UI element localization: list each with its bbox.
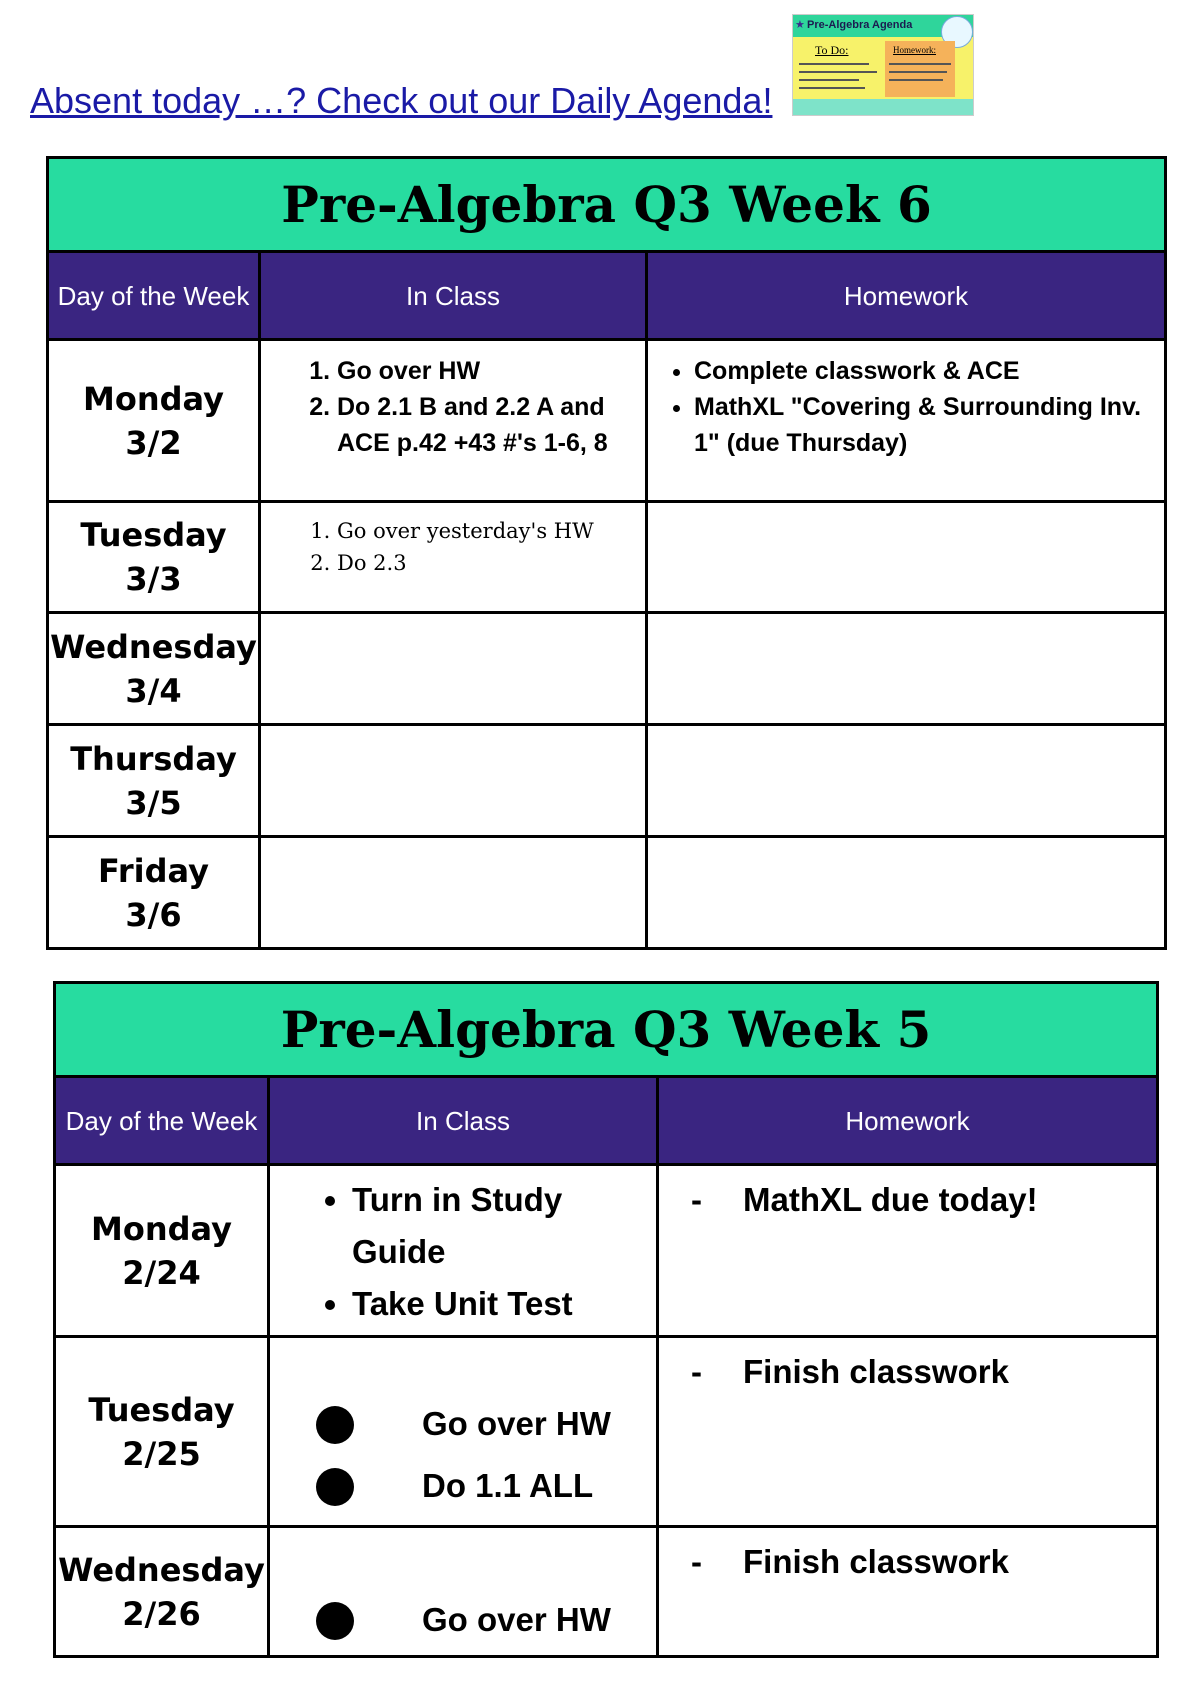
day-cell	[48, 340, 260, 502]
in-class-list	[261, 341, 645, 461]
list-item: Go over HW	[270, 1589, 656, 1651]
day-date: 3/6	[125, 895, 182, 934]
list-item: • Take Unit Test	[352, 1278, 656, 1330]
in-class-cell	[269, 1337, 658, 1527]
week6-title: Pre-Algebra Q3 Week 6	[48, 158, 1166, 252]
list-item: • Turn in Study Guide	[352, 1174, 656, 1278]
day-cell	[48, 502, 260, 613]
day-cell	[48, 725, 260, 837]
thumbnail-text-line	[799, 63, 869, 65]
table-row	[48, 613, 1166, 725]
thumbnail-homework-label: Homework:	[893, 45, 936, 55]
thumbnail-text-line	[889, 71, 947, 73]
homework-cell	[658, 1527, 1158, 1657]
in-class-cell	[260, 725, 647, 837]
day-cell	[55, 1527, 269, 1657]
list-item: - Finish classwork	[659, 1346, 1156, 1398]
thumbnail-title: Pre-Algebra Agenda	[807, 19, 913, 31]
table-row	[55, 1527, 1158, 1657]
agenda-thumbnail-image[interactable]	[792, 14, 974, 116]
table-row	[55, 1165, 1158, 1337]
list-item: 1. Go over HW	[337, 353, 645, 389]
in-class-cell	[260, 502, 647, 613]
day-name: Wednesday	[50, 627, 257, 666]
homework-cell	[647, 502, 1166, 613]
day-date: 3/2	[125, 423, 182, 462]
table-row	[48, 725, 1166, 837]
thumbnail-footer	[793, 99, 973, 115]
week6-agenda-table	[46, 156, 1167, 950]
daily-agenda-link[interactable]: Absent today …? Check out our Daily Agenda!	[30, 80, 773, 121]
in-class-cell	[260, 613, 647, 725]
list-item: 1. Go over yesterday's HW	[337, 515, 645, 547]
bullet-icon	[316, 1602, 354, 1640]
thumbnail-todo-label: To Do:	[815, 43, 849, 57]
day-date: 2/25	[122, 1434, 201, 1473]
day-name: Monday	[91, 1209, 232, 1248]
in-class-cell	[260, 340, 647, 502]
homework-list	[648, 341, 1164, 461]
list-item: Go over HW	[270, 1393, 656, 1455]
day-cell	[55, 1337, 269, 1527]
week5-header-day: Day of the Week	[55, 1077, 269, 1165]
list-item: Do 1.1 ALL	[270, 1455, 656, 1517]
week5-header-in-class: In Class	[269, 1077, 658, 1165]
list-item: 2. Do 2.1 B and 2.2 A and ACE p.42 +43 #'s 1-6, 8	[337, 389, 645, 461]
day-cell	[48, 613, 260, 725]
day-cell	[55, 1165, 269, 1337]
table-row	[55, 1337, 1158, 1527]
thumbnail-text-line	[889, 63, 951, 65]
day-date: 3/5	[125, 783, 182, 822]
thumbnail-text-line	[799, 87, 865, 89]
week5-title: Pre-Algebra Q3 Week 5	[55, 983, 1158, 1077]
in-class-list	[261, 503, 645, 579]
day-cell	[48, 837, 260, 949]
list-item: - Finish classwork	[659, 1536, 1156, 1588]
in-class-list	[270, 1393, 656, 1525]
table-row	[48, 837, 1166, 949]
day-date: 2/24	[122, 1253, 201, 1292]
day-date: 3/3	[125, 560, 182, 598]
bullet-icon	[316, 1406, 354, 1444]
in-class-cell	[269, 1527, 658, 1657]
in-class-cell	[260, 837, 647, 949]
day-name: Wednesday	[58, 1550, 265, 1589]
list-item: • Complete classwork & ACE	[694, 353, 1154, 389]
week6-header-homework: Homework	[647, 252, 1166, 340]
homework-cell	[647, 725, 1166, 837]
table-row	[48, 502, 1166, 613]
star-icon: ★	[795, 19, 805, 31]
week5-agenda-table	[53, 981, 1159, 1658]
bullet-icon	[316, 1468, 354, 1506]
day-name: Monday	[83, 379, 224, 418]
week6-header-in-class: In Class	[260, 252, 647, 340]
in-class-cell	[269, 1165, 658, 1337]
table-row	[48, 340, 1166, 502]
week5-header-homework: Homework	[658, 1077, 1158, 1165]
homework-cell	[658, 1337, 1158, 1527]
day-name: Tuesday	[80, 516, 227, 554]
thumbnail-text-line	[889, 79, 943, 81]
homework-cell	[647, 613, 1166, 725]
in-class-list	[270, 1589, 656, 1655]
homework-list	[659, 1166, 1156, 1226]
thumbnail-text-line	[799, 71, 877, 73]
list-item: - MathXL due today!	[659, 1174, 1156, 1226]
day-name: Friday	[98, 851, 209, 890]
list-item: • MathXL "Covering & Surrounding Inv. 1" (due Thursday)	[694, 389, 1154, 461]
list-item: 2. Do 2.3	[337, 547, 645, 579]
homework-cell	[647, 340, 1166, 502]
thumbnail-text-line	[799, 79, 859, 81]
day-name: Tuesday	[88, 1390, 235, 1429]
homework-list	[659, 1528, 1156, 1588]
homework-list	[659, 1338, 1156, 1398]
homework-cell	[647, 837, 1166, 949]
in-class-list	[270, 1166, 656, 1330]
homework-cell	[658, 1165, 1158, 1337]
week6-header-day: Day of the Week	[48, 252, 260, 340]
day-date: 2/26	[122, 1594, 201, 1633]
day-name: Thursday	[70, 739, 237, 778]
day-date: 3/4	[125, 671, 182, 710]
